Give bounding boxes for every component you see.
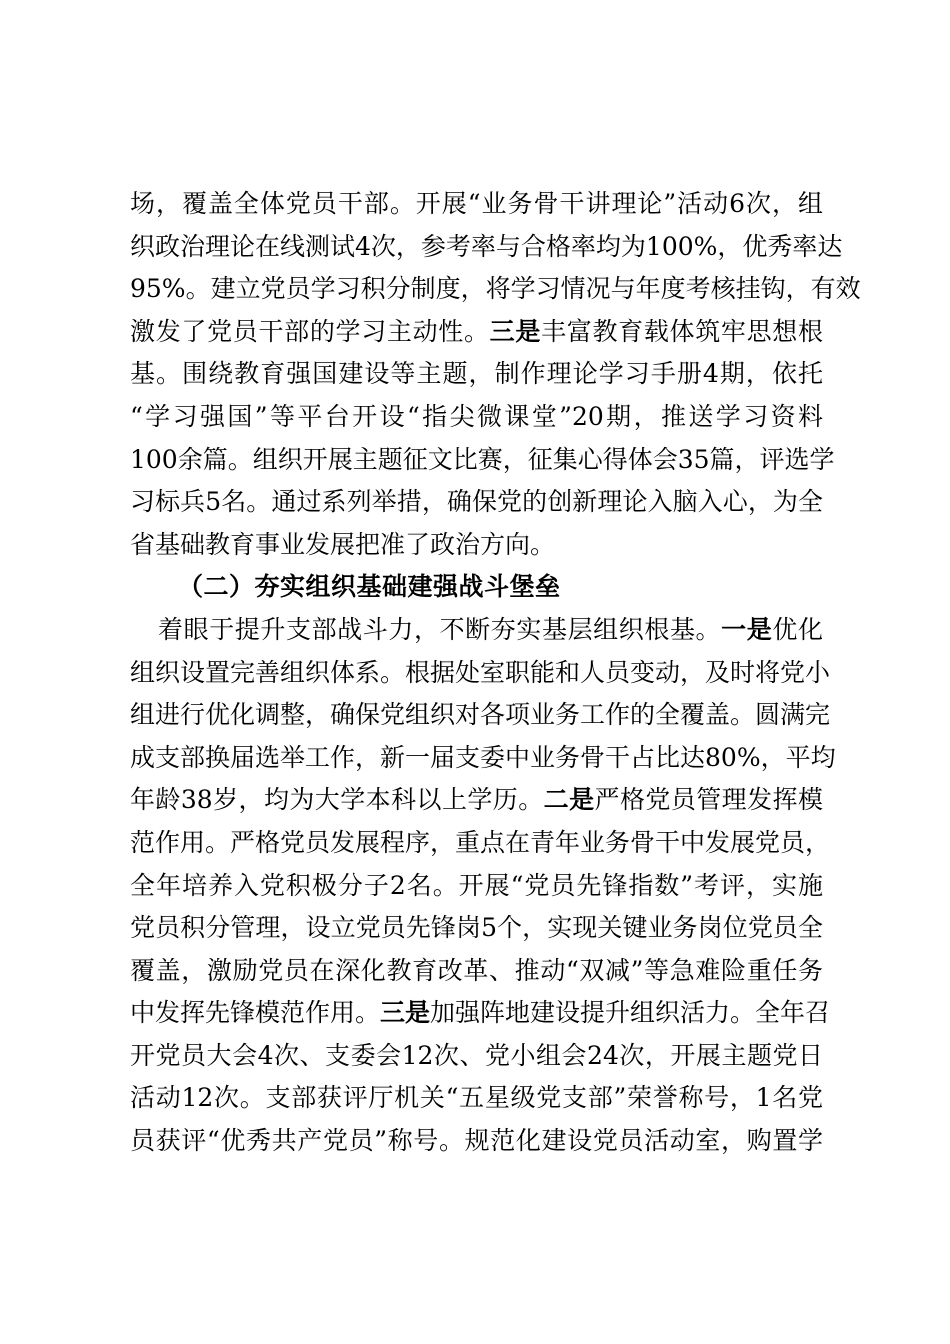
text-line [130, 311, 823, 354]
text-run: 严格党员管理发挥模 [594, 785, 823, 815]
text-run: 激发了党员干部的学习主动性。 [130, 316, 490, 346]
text-line: 全年培养入党积极分子2名。开展“党员先锋指数”考评，实施 [130, 870, 823, 900]
text-line: 95%。建立党员学习积分制度，将学习情况与年度考核挂钩，有效 [130, 274, 861, 304]
bold-marker: 三是 [489, 316, 542, 346]
text-line: 范作用。严格党员发展程序，重点在青年业务骨干中发展党员， [130, 827, 831, 857]
text-line: 活动12次。支部获评厅机关“五星级党支部”荣誉称号，1名党 [130, 1083, 823, 1113]
text-line: 组织设置完善组织体系。根据处室职能和人员变动，及时将党小 [130, 657, 831, 687]
document-page [130, 183, 861, 1163]
text-line: 覆盖，激励党员在深化教育改革、推动“双减”等急难险重任务 [130, 955, 823, 985]
text-run: 年龄38岁，均为大学本科以上学历。 [130, 785, 544, 815]
section-heading: （二）夯实组织基础建强战斗堡垒 [178, 572, 561, 602]
text-line: 组进行优化调整，确保党组织对各项业务工作的全覆盖。圆满完 [130, 700, 831, 730]
text-run: 着眼于提升支部战斗力，不断夯实基层组织根基。 [158, 614, 722, 644]
paragraph-organization-building [130, 609, 836, 1163]
paragraph-theory-study [130, 183, 861, 566]
text-line: 基。围绕教育强国建设等主题，制作理论学习手册4期，依托 [130, 359, 823, 389]
text-line: 开党员大会4次、支委会12次、党小组会24次，开展主题党日 [130, 1040, 823, 1070]
text-line [130, 609, 823, 652]
text-line [130, 992, 831, 1035]
text-line: “学习强国”等平台开设“指尖微课堂”20期，推送学习资料 [130, 401, 823, 431]
text-line [130, 779, 823, 822]
text-run: 丰富教育载体筑牢思想根 [541, 316, 823, 346]
text-line: 100余篇。组织开展主题征文比赛，征集心得体会35篇，评选学 [130, 444, 835, 474]
text-run: 加强阵地建设提升组织活力。全年召 [430, 998, 831, 1028]
text-line: 场，覆盖全体党员干部。开展“业务骨干讲理论”活动6次，组 [130, 189, 823, 218]
text-run: 中发挥先锋模范作用。 [130, 998, 381, 1028]
text-line: 党员积分管理，设立党员先锋岗5个，实现关键业务岗位党员全 [130, 913, 823, 943]
text-run: 优化 [772, 614, 823, 644]
bold-marker: 一是 [721, 614, 773, 644]
text-line: 员获评“优秀共产党员”称号。规范化建设党员活动室，购置学 [130, 1126, 823, 1156]
bold-marker: 二是 [543, 785, 595, 815]
text-line: 织政治理论在线测试4次，参考率与合格率均为100%，优秀率达 [130, 231, 843, 261]
text-line: 成支部换届选举工作，新一届支委中业务骨干占比达80%，平均 [130, 742, 836, 772]
text-line: 省基础教育事业发展把准了政治方向。 [130, 529, 556, 559]
text-line: 习标兵5名。通过系列举措，确保党的创新理论入脑入心，为全 [130, 487, 823, 517]
bold-marker: 三是 [380, 998, 431, 1028]
